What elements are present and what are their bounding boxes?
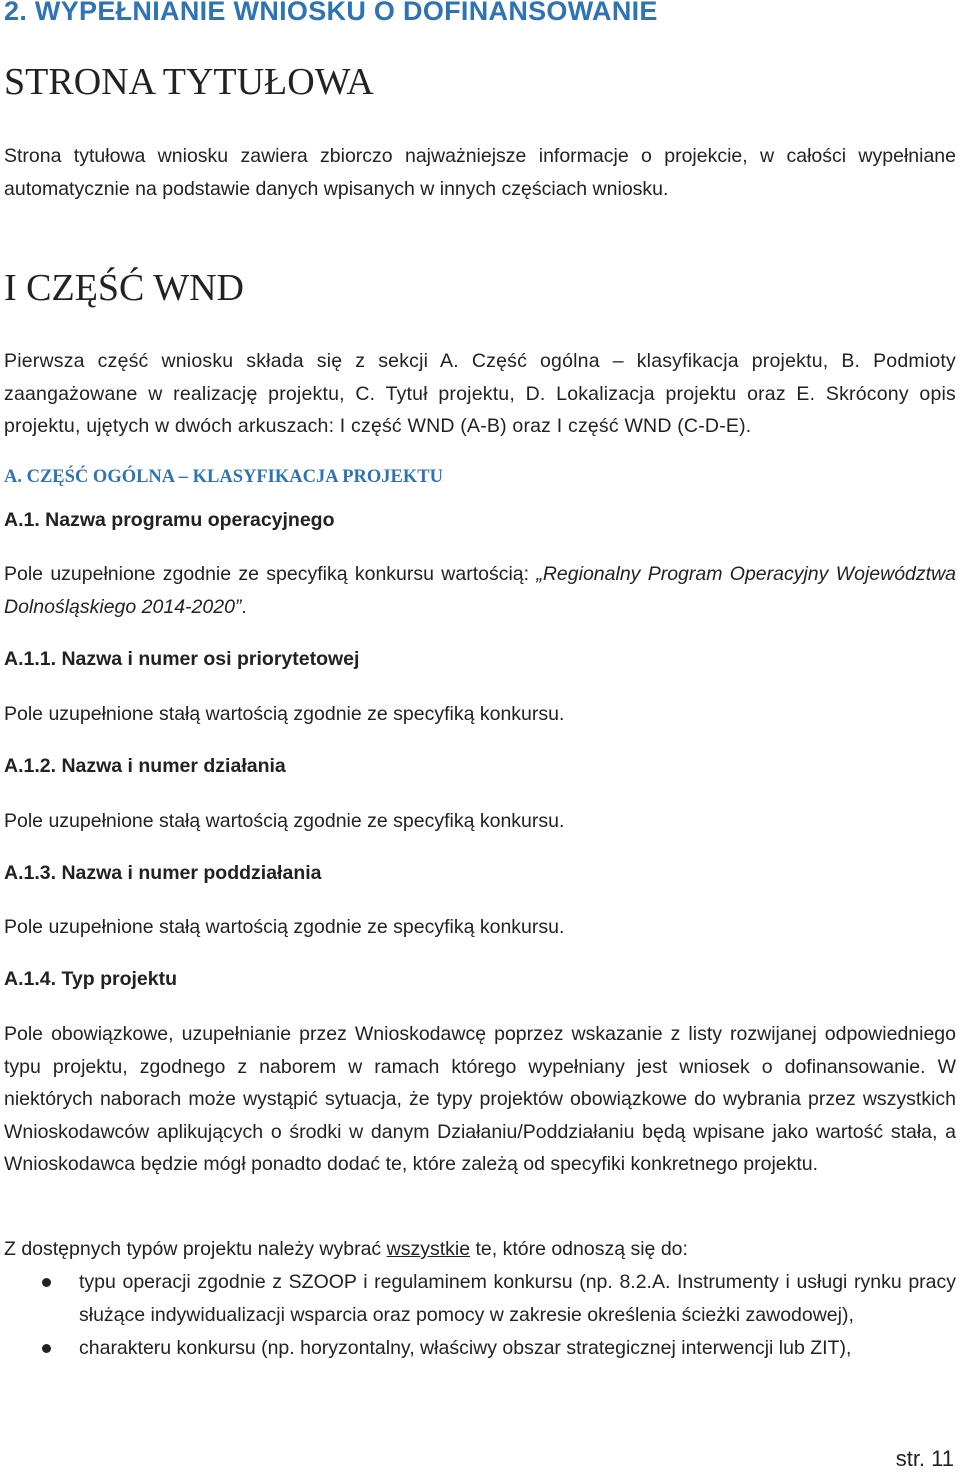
- title-page-heading: STRONA TYTUŁOWA: [4, 61, 374, 103]
- section-a-heading: A. CZĘŚĆ OGÓLNA – KLASYFIKACJA PROJEKTU: [4, 467, 443, 487]
- page-number: str. 11: [895, 1446, 954, 1471]
- part1-heading: I CZĘŚĆ WND: [4, 267, 244, 309]
- a14-choose-pre: Z dostępnych typów projektu należy wybrać: [4, 1238, 387, 1260]
- a14-heading: A.1.4. Typ projektu: [4, 968, 178, 990]
- a12-heading: A.1.2. Nazwa i numer działania: [4, 755, 286, 777]
- a14-choose-text: [4, 1233, 956, 1266]
- part1-text: Pierwsza część wniosku składa się z sekcji A. Część ogólna – klasyfikacja projektu, B. Podmioty zaangażowane w realizację projektu, C. Tytuł projektu, D. Lokalizacja projektu oraz E. Skrócony opis projektu, ujętych w dwóch arkuszach: I część WND (A-B) oraz I część WND (C-D-E).: [4, 350, 956, 437]
- bullet-text: charakteru konkursu (np. horyzontalny, właściwy obszar strategicznej interwencji lub ZIT),: [79, 1337, 852, 1359]
- a14-choose-underlined: wszystkie: [386, 1238, 471, 1260]
- a12-text: Pole uzupełnione stałą wartością zgodnie ze specyfiką konkursu.: [4, 810, 565, 832]
- a11-text: Pole uzupełnione stałą wartością zgodnie ze specyfiką konkursu.: [4, 703, 565, 725]
- bullet-icon: [42, 1344, 51, 1353]
- a1-text-post: .: [241, 595, 247, 618]
- list-item: [4, 1266, 956, 1331]
- a1-text: [4, 558, 956, 623]
- chapter-heading: 2. WYPEŁNIANIE WNIOSKU O DOFINANSOWANIE: [4, 0, 658, 26]
- project-type-bullet-list: [4, 1266, 956, 1366]
- a1-text-pre: Pole uzupełnione zgodnie ze specyfiką konkursu wartością:: [4, 563, 537, 585]
- bullet-icon: [42, 1278, 51, 1287]
- title-page-text: Strona tytułowa wniosku zawiera zbiorczo najważniejsze informacje o projekcie, w całości wypełniane automatycznie na podstawie danych wpisanych w innych częściach wniosku.: [4, 145, 956, 200]
- a11-heading: A.1.1. Nazwa i numer osi priorytetowej: [4, 648, 360, 670]
- a1-text-italic: „Regionalny Program Operacyjny Województwa Dolnośląskiego 2014-2020”: [4, 563, 956, 618]
- a14-choose-post: te, które odnoszą się do:: [470, 1238, 688, 1260]
- a13-text: Pole uzupełnione stałą wartością zgodnie ze specyfiką konkursu.: [4, 916, 565, 938]
- a14-text: Pole obowiązkowe, uzupełnianie przez Wnioskodawcę poprzez wskazanie z listy rozwijanej odpowiedniego typu projektu, zgodnego z naborem w ramach którego wypełniany jest wniosek o dofinansowanie. W niektórych naborach może wystąpić sytuacja, że typy projektów obowiązkowe do wybrania przez wszystkich Wnioskodawców aplikujących o środki w danym Działaniu/Poddziałaniu będą wpisane jako wartość stała, a Wnioskodawca będzie mógł ponadto dodać te, które zależą od specyfiki konkretnego projektu.: [4, 1023, 956, 1175]
- a13-heading: A.1.3. Nazwa i numer poddziałania: [4, 862, 322, 884]
- bullet-text: typu operacji zgodnie z SZOOP i regulaminem konkursu (np. 8.2.A. Instrumenty i usługi rynku pracy służące indywidualizacji wsparcia oraz pomocy w zakresie określenia ścieżki zawodowej),: [79, 1271, 956, 1326]
- list-item: [4, 1332, 956, 1365]
- a1-heading: A.1. Nazwa programu operacyjnego: [4, 509, 335, 531]
